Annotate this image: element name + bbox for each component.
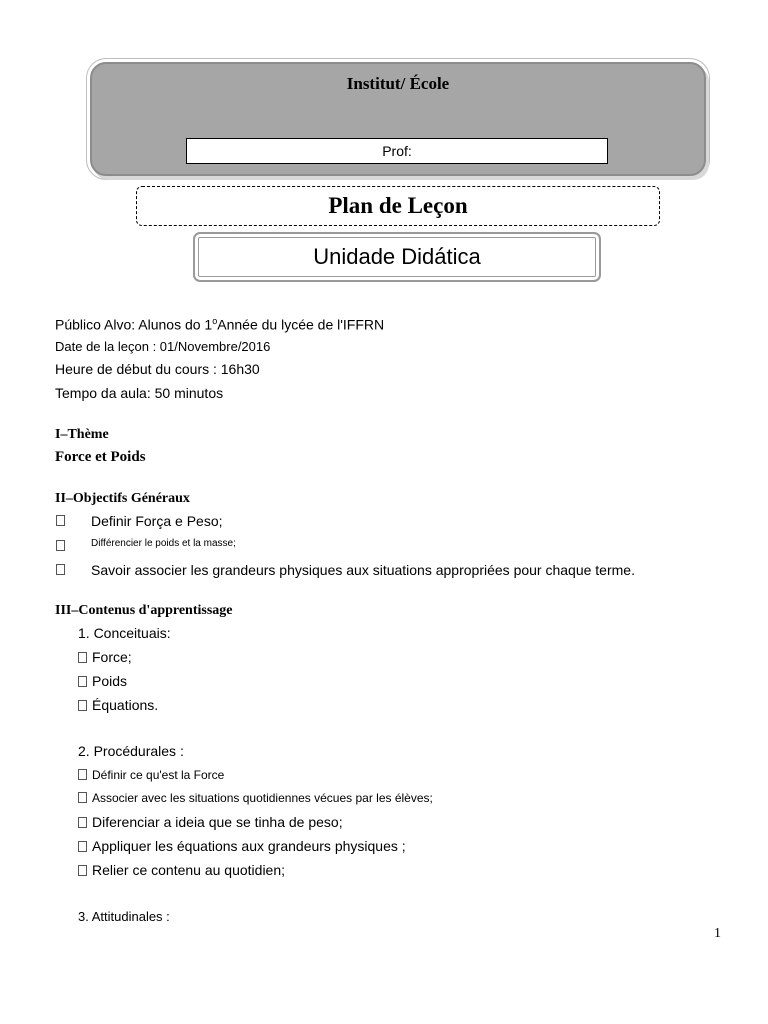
procedural-item: Relier ce contenu au quotidien; xyxy=(78,862,285,878)
lesson-duration: Tempo da aula: 50 minutos xyxy=(55,385,224,401)
target-audience-prefix: Público Alvo: Alunos do 1 xyxy=(55,316,213,333)
bullet-icon xyxy=(78,769,87,780)
document-title: Plan de Leçon xyxy=(136,186,660,226)
procedural-label: 2. Procédurales : xyxy=(78,743,184,759)
bullet-icon xyxy=(78,652,87,663)
contents-heading: III–Contenus d'apprentissage xyxy=(55,603,233,618)
institution-header-box xyxy=(90,62,706,176)
target-audience-sup: o xyxy=(212,316,218,326)
procedural-item: Appliquer les équations aux grandeurs physiques ; xyxy=(78,838,406,854)
target-audience-suffix: Année du lycée de l'IFFRN xyxy=(217,316,385,333)
procedural-item: Définir ce qu'est la Force xyxy=(78,768,224,782)
start-time: Heure de début du cours : 16h30 xyxy=(55,361,260,377)
procedural-item: Diferenciar a ideia que se tinha de peso; xyxy=(78,814,343,830)
bullet-icon xyxy=(78,676,87,687)
bullet-icon xyxy=(78,792,87,803)
bullet-icon xyxy=(78,841,87,852)
page-number: 1 xyxy=(714,926,721,941)
conceptual-label: 1. Conceituais: xyxy=(78,625,171,641)
prof-field: Prof: xyxy=(186,138,608,164)
target-audience xyxy=(55,316,384,333)
lesson-date: Date de la leçon : 01/Novembre/2016 xyxy=(55,339,271,354)
bullet-icon xyxy=(56,514,70,528)
objective-item: Definir Força e Peso; xyxy=(91,513,223,529)
bullet-icon xyxy=(78,817,87,828)
conceptual-item: Poids xyxy=(78,673,127,689)
conceptual-item: Équations. xyxy=(78,697,158,713)
unit-title: Unidade Didática xyxy=(193,232,601,282)
institution-title: Institut/ École xyxy=(346,74,450,93)
theme-heading: I–Thème xyxy=(55,427,109,442)
theme-value: Force et Poids xyxy=(55,449,146,465)
bullet-icon xyxy=(78,865,87,876)
objectives-heading: II–Objectifs Généraux xyxy=(55,491,190,506)
bullet-icon xyxy=(78,700,87,711)
procedural-item: Associer avec les situations quotidiennes vécues par les élèves; xyxy=(78,791,433,805)
objective-item: Différencier le poids et la masse; xyxy=(91,538,236,549)
bullet-icon xyxy=(56,539,70,553)
objective-item: Savoir associer les grandeurs physiques aux situations appropriées pour chaque terme. xyxy=(91,562,635,578)
conceptual-item: Force; xyxy=(78,649,132,665)
attitudinal-label: 3. Attitudinales : xyxy=(78,909,170,924)
bullet-icon xyxy=(56,563,70,577)
